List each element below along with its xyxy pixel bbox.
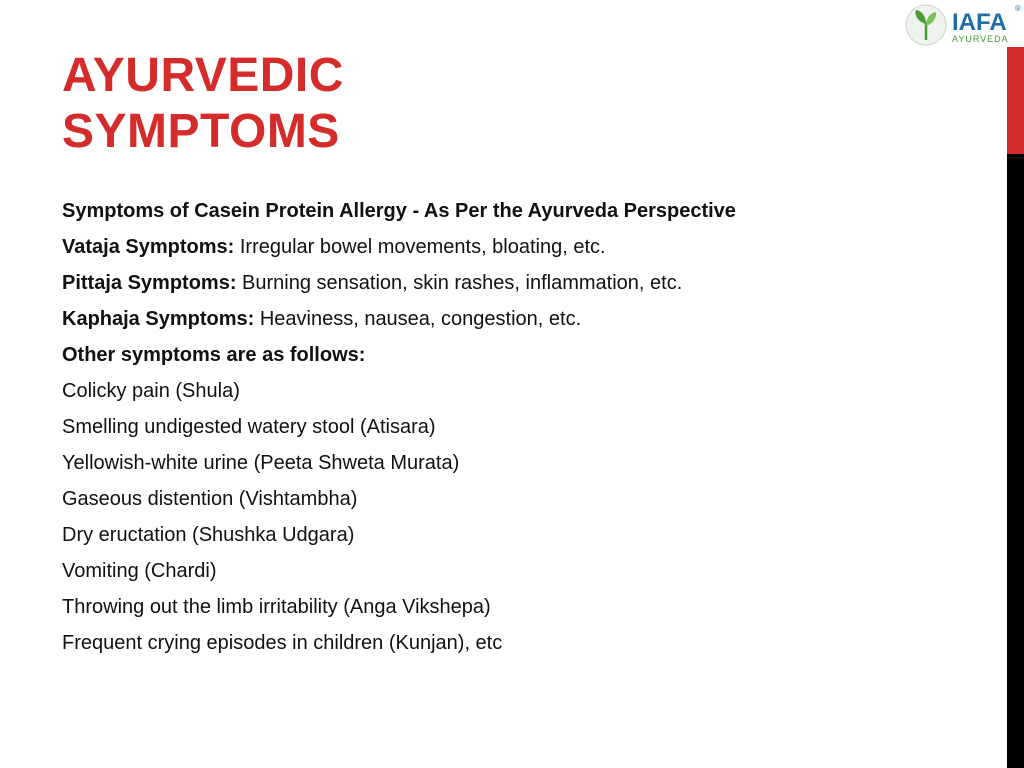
- dosha-label: Pittaja Symptoms:: [62, 272, 237, 294]
- dosha-text: Heaviness, nausea, congestion, etc.: [254, 308, 582, 330]
- dosha-text: Irregular bowel movements, bloating, etc.: [234, 236, 606, 258]
- dosha-text: Burning sensation, skin rashes, inflammation, etc.: [236, 272, 683, 294]
- symptom-item: Frequent crying episodes in children (Kunjan), etc: [62, 632, 503, 654]
- dosha-kaphaja: [62, 301, 982, 337]
- logo-secondary-text: AYURVEDA: [952, 34, 1009, 44]
- other-symptoms-heading: Other symptoms are as follows:: [62, 344, 366, 366]
- title-line-1: AYURVEDIC: [62, 49, 344, 102]
- iafa-ayurveda-logo: [904, 2, 1024, 48]
- dosha-pittaja: [62, 265, 982, 301]
- symptom-item: Throwing out the limb irritability (Anga Vikshepa): [62, 596, 491, 618]
- symptom-item: Vomiting (Chardi): [62, 560, 217, 582]
- symptom-item: Gaseous distention (Vishtambha): [62, 488, 358, 510]
- dosha-vataja: [62, 229, 982, 265]
- accent-bar-red: [1007, 47, 1024, 154]
- slide-body: [62, 193, 982, 661]
- section-heading: Symptoms of Casein Protein Allergy - As Per the Ayurveda Perspective: [62, 200, 736, 222]
- symptom-item: Dry eructation (Shushka Udgara): [62, 524, 355, 546]
- symptom-item: Smelling undigested watery stool (Atisara): [62, 416, 436, 438]
- registered-mark: ®: [1015, 4, 1021, 13]
- leaf-logo-icon: [904, 2, 1024, 48]
- symptom-item: Colicky pain (Shula): [62, 380, 240, 402]
- page-title: [62, 48, 344, 160]
- accent-bar-black: [1007, 154, 1024, 768]
- symptom-item: Yellowish-white urine (Peeta Shweta Murata): [62, 452, 460, 474]
- title-line-2: SYMPTOMS: [62, 105, 340, 158]
- dosha-label: Kaphaja Symptoms:: [62, 308, 255, 330]
- dosha-label: Vataja Symptoms:: [62, 236, 235, 258]
- logo-primary-text: IAFA: [952, 9, 1007, 36]
